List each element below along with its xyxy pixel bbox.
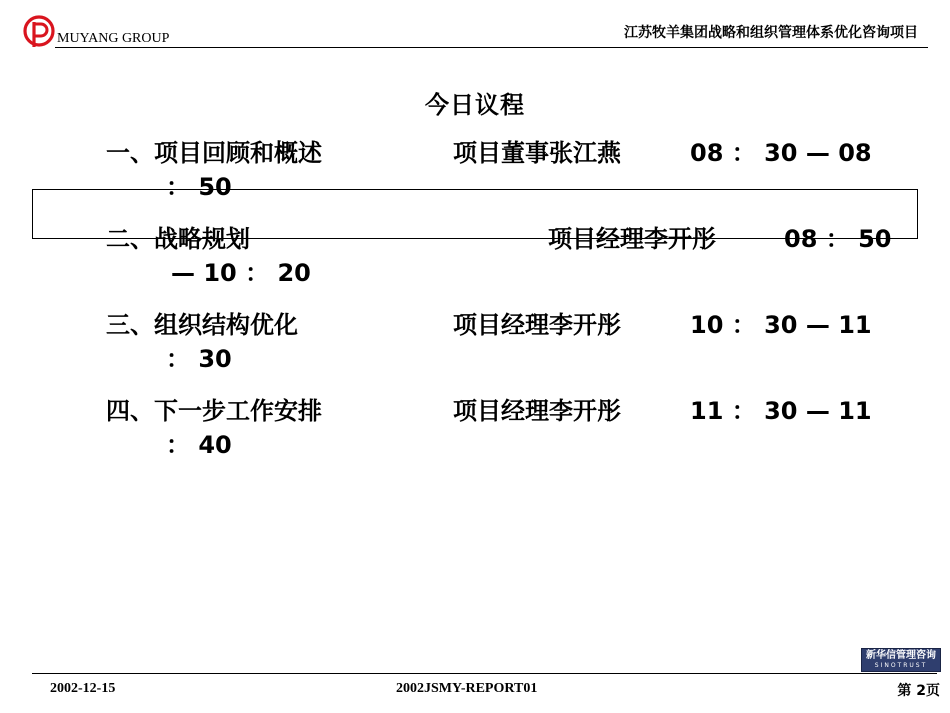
agenda-title: 今日议程 <box>425 91 525 119</box>
agenda-item-presenter: 项目经理李开彤 <box>453 397 621 425</box>
page-number: 第 2页 <box>897 683 940 699</box>
agenda-item-topic: 一、项目回顾和概述 <box>106 139 322 167</box>
agenda-item-topic: 四、下一步工作安排 <box>106 397 322 425</box>
footer-date: 2002-12-15 <box>50 681 116 696</box>
agenda-item-time: 08 ： 30 — 08 <box>690 139 872 167</box>
footer-report-id: 2002JSMY-REPORT01 <box>396 681 538 696</box>
agenda-item-topic: 三、组织结构优化 <box>106 311 298 339</box>
sinotrust-logo-cn: 新华信管理咨询 <box>866 650 936 661</box>
agenda-item-presenter: 项目董事张江燕 <box>453 139 621 167</box>
agenda-item-time: 10 ： 30 — 11 <box>690 311 872 339</box>
agenda-item-time-continued: — 10 ： 20 <box>171 259 311 287</box>
agenda-item-time-continued: ： 30 <box>166 345 232 373</box>
header-divider <box>55 47 928 48</box>
muyang-logo-icon <box>22 14 56 48</box>
company-name: MUYANG GROUP <box>57 31 170 46</box>
agenda-item-time-continued: ： 40 <box>166 431 232 459</box>
sinotrust-logo <box>861 648 941 672</box>
agenda-item-presenter: 项目经理李开彤 <box>548 225 716 253</box>
agenda-item-topic: 二、战略规划 <box>106 225 250 253</box>
agenda-item-time-continued: ： 50 <box>166 173 232 201</box>
agenda-item-time: 11 ： 30 — 11 <box>690 397 872 425</box>
agenda-item-time: 08 ： 50 <box>784 225 892 253</box>
agenda-item-presenter: 项目经理李开彤 <box>453 311 621 339</box>
sinotrust-logo-en: SINOTRUST <box>874 662 928 669</box>
footer-divider <box>32 673 937 674</box>
project-title: 江苏牧羊集团战略和组织管理体系优化咨询项目 <box>624 25 918 41</box>
